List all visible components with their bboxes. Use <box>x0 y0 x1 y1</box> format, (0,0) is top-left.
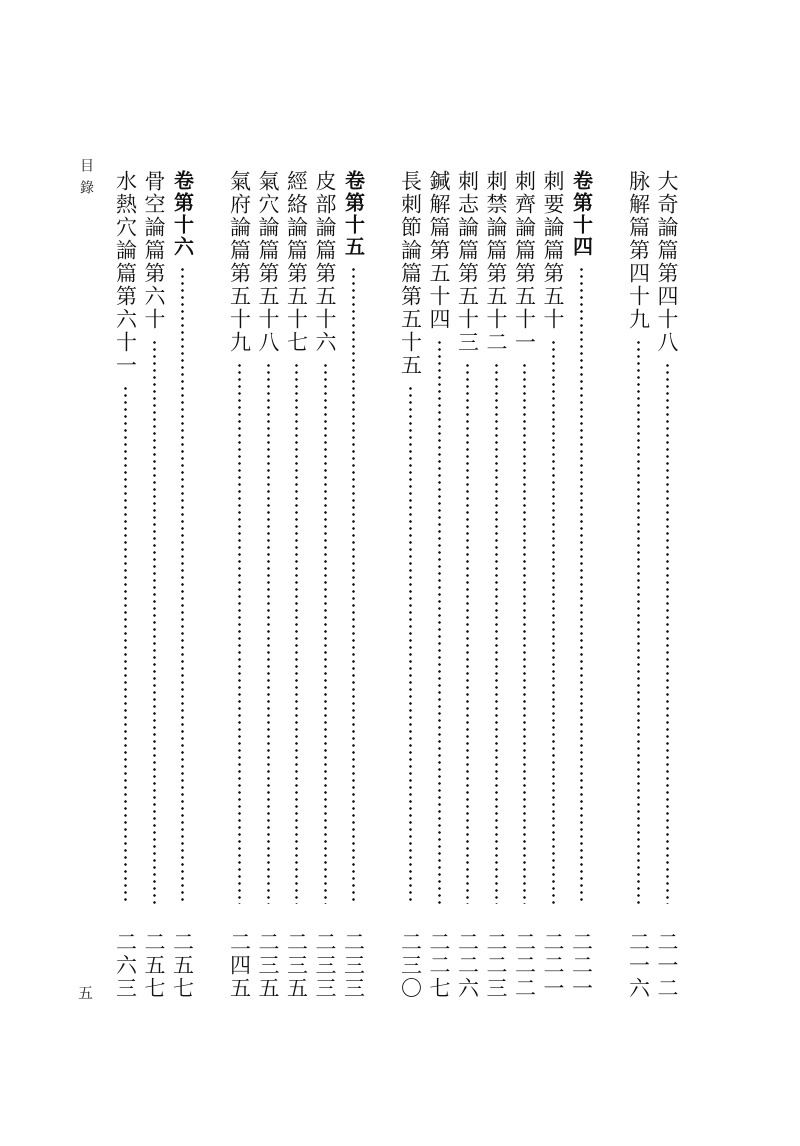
toc-entry <box>282 170 312 1000</box>
page-ref: 二二七 <box>427 931 451 1000</box>
page-ref: 二二六 <box>455 931 480 1000</box>
toc-entry <box>510 170 540 1000</box>
toc-entry <box>652 170 682 1000</box>
toc-entry <box>538 170 568 1000</box>
chapter-title: 鍼解篇第五十四 <box>427 170 451 331</box>
running-head: 目錄 <box>78 158 94 202</box>
page-ref: 二二二 <box>512 931 537 1000</box>
dot-leader <box>438 339 441 904</box>
toc-entry <box>225 170 255 1000</box>
dot-leader <box>666 362 669 904</box>
toc-entry <box>481 170 511 1000</box>
dot-leader <box>637 339 640 904</box>
chapter-title: 皮部論篇第五十六 <box>313 170 337 354</box>
page-ref: 二二三 <box>484 931 508 1000</box>
chapter-title: 刺要論篇第五十 <box>541 170 565 331</box>
dot-leader <box>352 266 355 904</box>
toc-entry <box>111 170 141 1000</box>
page-ref: 二一六 <box>626 931 651 1000</box>
page-ref: 二二一 <box>569 931 594 1000</box>
toc-entry <box>624 170 654 1000</box>
page-ref: 二三〇 <box>398 931 423 1000</box>
volume-title: 卷第十四 <box>569 170 594 258</box>
page-ref: 二三五 <box>284 931 309 1000</box>
chapter-title: 骨空論篇第六十 <box>142 170 166 331</box>
toc-entry <box>396 170 426 1000</box>
toc-entry <box>424 170 454 1000</box>
page-ref: 二三三 <box>341 931 366 1000</box>
page-ref: 二五七 <box>170 931 195 1000</box>
page-ref: 二一二 <box>655 931 679 1000</box>
dot-leader <box>124 385 127 904</box>
chapter-title: 刺齊論篇第五十一 <box>512 170 537 354</box>
volume-heading <box>339 170 369 1000</box>
toc-entry <box>310 170 340 1000</box>
chapter-title: 刺志論篇第五十三 <box>455 170 480 354</box>
dot-leader <box>466 362 469 904</box>
dot-leader <box>495 362 498 904</box>
toc-entry <box>253 170 283 1000</box>
dot-leader <box>295 362 298 904</box>
dot-leader <box>552 339 555 904</box>
dot-leader <box>267 362 270 904</box>
chapter-title: 經絡論篇第五十七 <box>284 170 309 354</box>
page-ref: 二六三 <box>113 931 138 1000</box>
chapter-title: 刺禁論篇第五十二 <box>484 170 508 354</box>
page-number: 五 <box>78 984 94 1002</box>
chapter-title: 長刺節論篇第五十五 <box>398 170 423 377</box>
volume-heading <box>168 170 198 1000</box>
dot-leader <box>181 266 184 904</box>
dot-leader <box>153 339 156 904</box>
page-ref: 二三三 <box>313 931 337 1000</box>
dot-leader <box>238 362 241 904</box>
page-ref: 二四五 <box>227 931 252 1000</box>
page-ref: 二二一 <box>541 931 565 1000</box>
volume-heading <box>567 170 597 1000</box>
chapter-title: 大奇論篇第四十八 <box>655 170 679 354</box>
page-ref: 二三五 <box>256 931 280 1000</box>
page-ref: 二五七 <box>142 931 166 1000</box>
dot-leader <box>409 385 412 904</box>
chapter-title: 脉解篇第四十九 <box>626 170 651 331</box>
dot-leader <box>523 362 526 904</box>
volume-title: 卷第十五 <box>341 170 366 258</box>
dot-leader <box>324 362 327 904</box>
dot-leader <box>580 266 583 904</box>
chapter-title: 氣府論篇第五十九 <box>227 170 252 354</box>
chapter-title: 水熱穴論篇第六十一 <box>113 170 138 377</box>
chapter-title: 氣穴論篇第五十八 <box>256 170 280 354</box>
toc-entry <box>453 170 483 1000</box>
volume-title: 卷第十六 <box>170 170 195 258</box>
toc-entry <box>139 170 169 1000</box>
